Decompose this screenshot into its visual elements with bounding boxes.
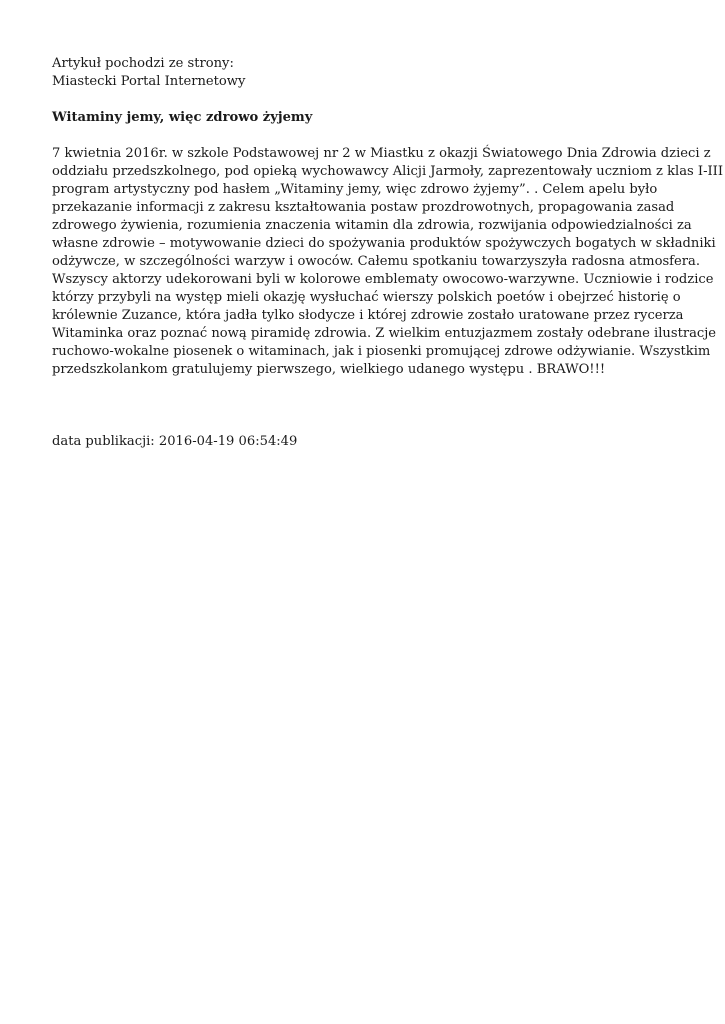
article-body-line: zdrowego żywienia, rozumienia znaczenia witamin dla zdrowia, rozwijania odpowiedzialności za: [52, 218, 692, 233]
article-body-line: program artystyczny pod hasłem „Witaminy jemy, więc zdrowo żyjemy”. . Celem apelu było: [52, 182, 658, 197]
article-body-line: królewnie Zuzance, która jadła tylko słodycze i której zdrowie zostało uratowane przez rycerza: [52, 308, 684, 323]
document-page: [52, 55, 724, 451]
article-body-line: przekazanie informacji z zakresu kształtowania postaw prozdrowotnych, propagowania zasad: [52, 200, 675, 215]
article-body-line: ruchowo-wokalne piosenek o witaminach, jak i piosenki promującej zdrowe odżywianie. Wszystkim: [52, 344, 711, 359]
article-title: Witaminy jemy, więc zdrowo żyjemy: [52, 110, 313, 125]
article-body-line: Witaminka oraz poznać nową piramidę zdrowia. Z wielkim entuzjazmem zostały odebrane ilustracje: [52, 326, 717, 341]
article-body-line: przedszkolankom gratulujemy pierwszego, wielkiego udanego występu . BRAWO!!!: [52, 362, 606, 377]
source-label: Artykuł pochodzi ze strony:: [52, 56, 234, 71]
publication-date: data publikacji: 2016-04-19 06:54:49: [52, 434, 298, 449]
article-body-line: którzy przybyli na występ mieli okazję wysłuchać wierszy polskich poetów i obejrzeć historię o: [52, 290, 681, 305]
article-body-line: 7 kwietnia 2016r. w szkole Podstawowej nr 2 w Miastku z okazji Światowego Dnia Zdrowia dzieci z: [52, 146, 711, 161]
article-body-line: własne zdrowie – motywowanie dzieci do spożywania produktów spożywczych bogatych w składniki: [52, 236, 716, 251]
article-body-line: Wszyscy aktorzy udekorowani byli w kolorowe emblematy owocowo-warzywne. Uczniowie i rodzice: [52, 272, 714, 287]
article-body-line: odżywcze, w szczególności warzyw i owoców. Całemu spotkaniu towarzyszyła radosna atmosfera.: [52, 254, 701, 269]
article-body: [52, 145, 724, 379]
source-site-name: Miastecki Portal Internetowy: [52, 74, 246, 89]
article-body-line: oddziału przedszkolnego, pod opieką wychowawcy Alicji Jarmoły, zaprezentowały uczniom z klas I-III: [52, 164, 724, 179]
